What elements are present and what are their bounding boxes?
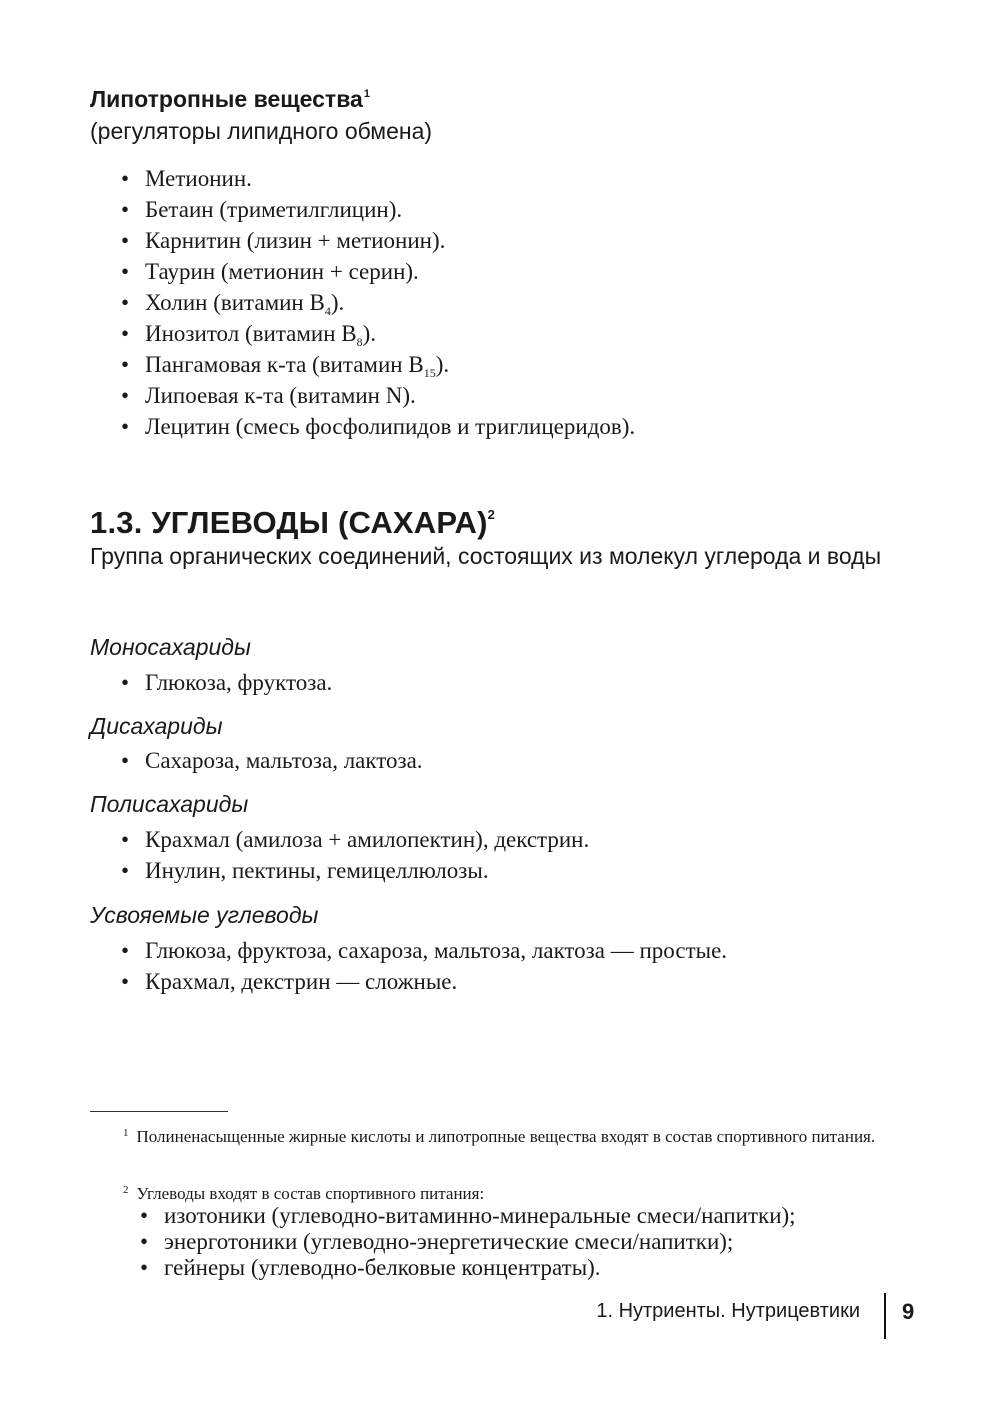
list-item: • Сахароза, мальтоза, лактоза. [121,745,423,776]
section-description: Группа органических соединений, состоящих из молекул углерода и воды [90,543,882,569]
footnote-1: $^1$ Полиненасыщенные жирные кислоты и липотропные вещества входят в состав спортивного питания. [123,1127,876,1146]
subheading-digestible-carbs: Усвояемые углеводы [90,902,319,928]
list-item: • Лецитин (смесь фосфолипидов и триглицеридов). [121,411,635,442]
running-head: 1. Нутриенты. Нутрицевтики [596,1300,860,1322]
subheading-monosaccharides: Моносахариды [90,634,251,660]
list-item: • Таурин (метионин + серин). [121,256,635,287]
footnote-ref-2: 2 [487,507,496,522]
page-number: 9 [902,1299,915,1324]
monosaccharides-list [121,667,332,698]
disaccharides-list [121,745,423,776]
section-title: 1.3. УГЛЕВОДЫ (САХАРА)$^2$ [90,505,496,540]
footer-divider [884,1293,886,1339]
footnote-2: $^2$ Углеводы входят в состав спортивного питания: [123,1184,485,1203]
list-item: • Инозитол (витамин $B_8$). [121,318,635,349]
footnote-divider [90,1111,228,1112]
list-item: • изотоники (углеводно-витаминно-минеральные смеси/напитки); [140,1203,796,1229]
list-item: • Липоевая к-та (витамин N). [121,380,635,411]
lipotropic-list [121,163,635,442]
footnote-2-list [140,1203,796,1281]
list-item: • Инулин, пектины, гемицеллюлозы. [121,855,589,886]
list-item: • Пангамовая к-та (витамин $B_{15}$). [121,349,635,380]
digestible-carbs-list [121,935,727,997]
list-item: • Бетаин (триметилглицин). [121,194,635,225]
polysaccharides-list [121,824,589,886]
list-item: • Метионин. [121,163,635,194]
list-item: • Крахмал, декстрин — сложные. [121,966,727,997]
list-item: • Глюкоза, фруктоза. [121,667,332,698]
list-item: • энерготоники (углеводно-энергетические смеси/напитки); [140,1229,796,1255]
list-item: • Глюкоза, фруктоза, сахароза, мальтоза, лактоза — простые. [121,935,727,966]
list-item: • Карнитин (лизин + метионин). [121,225,635,256]
footnote-ref-1: 1 [363,88,370,100]
list-item: • Крахмал (амилоза + амилопектин), декстрин. [121,824,589,855]
list-item: • Холин (витамин $B_4$). [121,287,635,318]
list-item: • гейнеры (углеводно-белковые концентраты). [140,1255,796,1281]
subheading-disaccharides: Дисахариды [90,713,223,739]
lipotropic-subtitle: (регуляторы липидного обмена) [90,118,433,144]
lipotropic-heading: Липотропные вещества$^1$ [90,86,370,112]
subheading-polysaccharides: Полисахариды [90,791,249,817]
